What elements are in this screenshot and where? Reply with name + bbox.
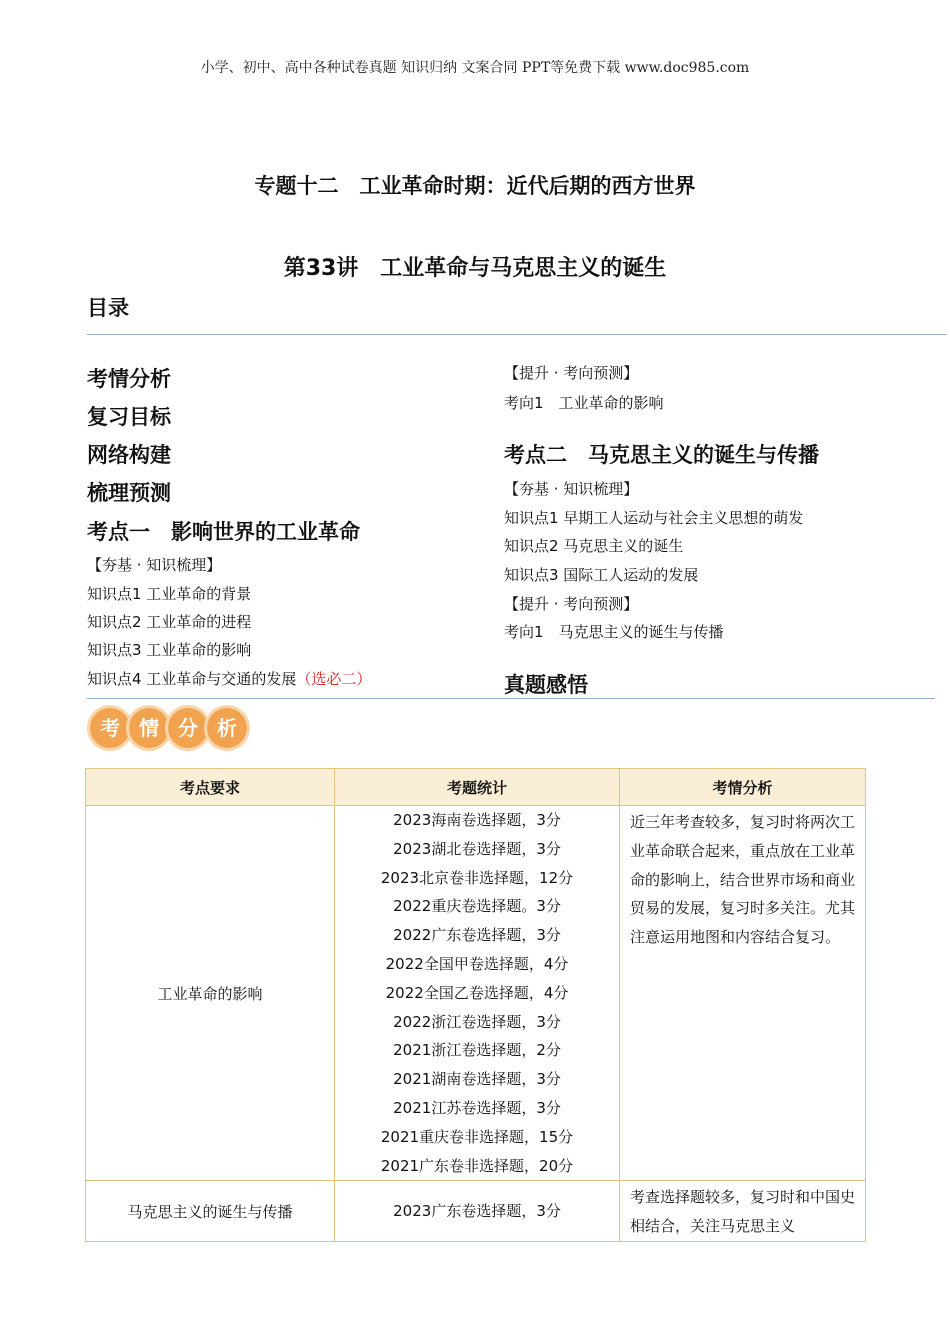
toc-point-one-item-1[interactable]: 知识点1 工业革命的背景 [87,585,252,603]
analysis-cell: 考查选择题较多，复习时和中国史相结合，关注马克思主义 [620,1181,866,1242]
lecture-title: 第33讲 工业革命与马克思主义的诞生 [283,256,667,281]
toc-heading: 目录 [87,296,129,320]
page-header: 小学、初中、高中各种试卷真题 知识归纳 文案合同 PPT等免费下载 www.doc985.com [200,60,750,76]
stat-line: 2022全国乙卷选择题，4分 [385,983,569,1002]
stat-line: 2023北京卷非选择题，12分 [380,868,574,887]
topic-title: 专题十二 工业革命时期：近代后期的西方世界 [254,174,696,198]
toc-real-exam[interactable]: 真题感悟 [504,673,588,697]
toc-point-one-bracket: 【夯基 · 知识梳理】 [87,556,222,574]
header-analysis: 考情分析 [620,769,866,806]
badge-char: 考 [90,708,130,748]
toc-section-network[interactable]: 网络构建 [87,443,171,467]
header-requirement: 考点要求 [86,769,335,806]
stat-line: 2022重庆卷选择题。3分 [393,897,561,916]
toc-section-analysis[interactable]: 考情分析 [87,367,171,391]
requirement-cell: 工业革命的影响 [86,806,335,1181]
toc-bracket-basics-2: 【夯基 · 知识梳理】 [504,480,639,498]
toc-point-one-item-3[interactable]: 知识点3 工业革命的影响 [87,641,252,659]
toc-section-prediction[interactable]: 梳理预测 [87,481,171,505]
analysis-cell: 近三年考查较多，复习时将两次工业革命联合起来，重点放在工业革命的影响上，结合世界市场和商业贸易的发展，复习时多关注。尤其注意运用地图和内容结合复习。 [620,806,866,1181]
toc-point-two-item-2[interactable]: 知识点2 马克思主义的诞生 [504,537,684,555]
toc-point-two-title[interactable]: 考点二 马克思主义的诞生与传播 [504,443,819,467]
stat-line: 2023海南卷选择题，3分 [393,811,561,829]
toc-direction-1[interactable]: 考向1 工业革命的影响 [504,394,664,412]
stat-line: 2022广东卷选择题，3分 [393,926,561,945]
toc-bracket-upgrade-1: 【提升 · 考向预测】 [504,364,639,382]
stat-line: 2023广东卷选择题，3分 [393,1201,561,1220]
stat-line: 2023湖北卷选择题，3分 [393,839,561,858]
stats-cell [335,1181,620,1242]
stat-line: 2021江苏卷选择题，3分 [393,1098,561,1117]
toc-point-two-item-3[interactable]: 知识点3 国际工人运动的发展 [504,566,699,584]
toc-item-4-text: 知识点4 工业革命与交通的发展 [87,670,297,688]
stat-line: 2021浙江卷选择题，2分 [393,1041,561,1060]
stat-line: 2022全国甲卷选择题，4分 [385,954,569,973]
badge-char: 析 [207,708,247,748]
toc-bottom-divider [87,698,935,699]
stats-cell [335,806,620,1181]
requirement-cell: 马克思主义的诞生与传播 [86,1181,335,1242]
toc-bracket-upgrade-2: 【提升 · 考向预测】 [504,595,639,613]
badge-char: 情 [129,708,169,748]
section-badge [87,706,247,752]
exam-stats-table [85,768,866,1242]
stat-line: 2021广东卷非选择题，20分 [380,1156,574,1175]
toc-item-4-note: （选必二） [296,670,372,688]
table-header-row [86,769,866,806]
toc-top-divider [87,334,947,335]
table-row [86,806,866,1181]
toc-direction-2[interactable]: 考向1 马克思主义的诞生与传播 [504,623,724,641]
table-row [86,1181,866,1242]
stat-line: 2021重庆卷非选择题，15分 [380,1127,574,1146]
toc-point-one-item-4[interactable] [87,668,371,689]
stat-line: 2022浙江卷选择题，3分 [393,1012,561,1031]
header-statistics: 考题统计 [335,769,620,806]
toc-point-one-item-2[interactable]: 知识点2 工业革命的进程 [87,613,252,631]
stat-line: 2021湖南卷选择题，3分 [393,1070,561,1089]
toc-section-goals[interactable]: 复习目标 [87,405,171,429]
badge-char: 分 [168,708,208,748]
toc-point-two-item-1[interactable]: 知识点1 早期工人运动与社会主义思想的萌发 [504,509,804,527]
toc-point-one-title[interactable]: 考点一 影响世界的工业革命 [87,520,360,544]
